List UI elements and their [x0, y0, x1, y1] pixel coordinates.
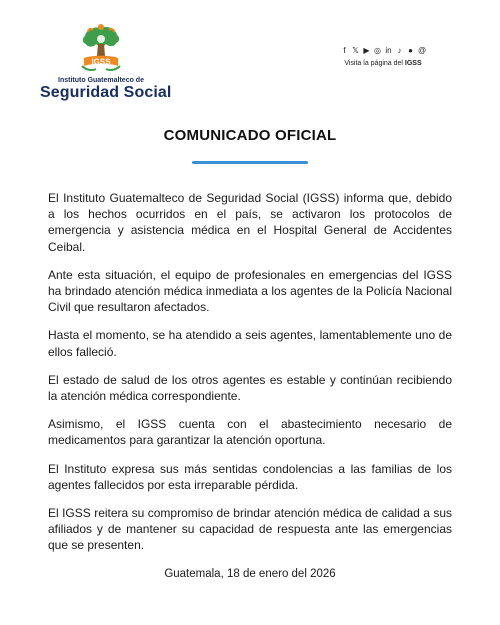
x-icon[interactable]: 𝕏: [352, 46, 359, 55]
paragraph: Asimismo, el IGSS cuenta con el abastecimiento necesario de medicamentos para garantizar la atención oportuna.: [48, 417, 452, 448]
paragraph: El estado de salud de los otros agentes es estable y continúan recibiendo la atención médica correspondiente.: [48, 372, 452, 404]
instagram-icon[interactable]: ◎: [374, 46, 381, 55]
social-icons-row: [328, 46, 438, 55]
tiktok-icon[interactable]: ♪: [397, 46, 402, 55]
social-links: [328, 46, 438, 67]
org-name-line2: Seguridad Social: [40, 84, 172, 101]
page-title: COMUNICADO OFICIAL: [163, 127, 337, 144]
paragraph: El Instituto expresa sus más sentidas condolencias a las familias de los agentes fallecidos por esta irreparable pérdida.: [48, 461, 452, 492]
visit-brand: IGSS: [404, 60, 422, 67]
logo-badge-text: IGSS: [91, 57, 111, 67]
visit-prefix: Visita la página del: [344, 60, 403, 67]
facebook-icon[interactable]: f: [343, 46, 346, 55]
igss-logo: [40, 22, 172, 102]
igss-emblem-icon: [76, 22, 126, 76]
linkedin-icon[interactable]: in: [385, 46, 392, 55]
paragraph: El IGSS reitera su compromiso de brindar atención médica de calidad a sus afiliados y de mantener su capacidad de respuesta ante las emergencias que se presenten.: [48, 506, 452, 553]
paragraph: El Instituto Guatemalteco de Seguridad Social (IGSS) informa que, debido a los hechos ocurridos en el país, se activaron los protocolos de emergencia y asistencia médica en el Hospital General de Accidentes Ceibal.: [48, 191, 452, 254]
org-name-line1: Instituto Guatemalteco de: [58, 77, 144, 84]
announcement-body: [48, 190, 452, 566]
visit-website-text: [328, 60, 438, 67]
paragraph: Hasta el momento, se ha atendido a seis agentes, lamentablemente uno de ellos falleció.: [48, 328, 452, 359]
spotify-icon[interactable]: ●: [408, 46, 413, 55]
threads-icon[interactable]: @: [418, 46, 427, 55]
date-line: Guatemala, 18 de enero del 2026: [164, 568, 336, 580]
paragraph: Ante esta situación, el equipo de profesionales en emergencias del IGSS ha brindado atención médica inmediata a los agentes de la Policía Nacional Civil que resultaron afectados.: [48, 267, 452, 315]
title-underline: [192, 161, 308, 164]
youtube-icon[interactable]: ▶: [363, 46, 370, 55]
